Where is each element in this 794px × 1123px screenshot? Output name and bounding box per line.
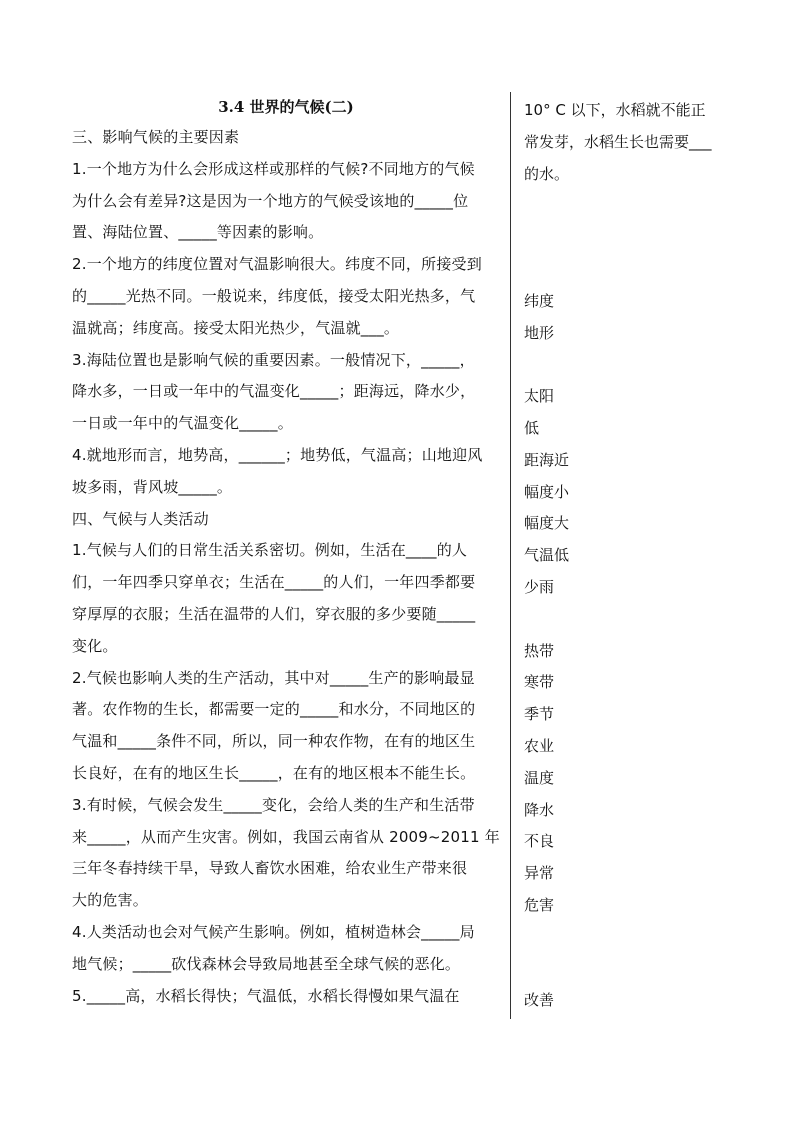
right-column (524, 95, 744, 1017)
text-line: 温就高；纬度高。接受太阳光热少，气温就___。 (72, 318, 400, 337)
text-line: 们，一年四季只穿单衣；生活在_____的人们，一年四季都要 (72, 573, 476, 592)
answer-line: 10° C 以下，水稻就不能正 (524, 101, 706, 119)
text-line: 2.气候也影响人类的生产活动，其中对_____生产的影响最显 (72, 668, 475, 687)
text-line: 坡多雨，背风坡_____。 (72, 477, 233, 496)
answer-line: 的水。 (524, 164, 570, 183)
answer-line: 地形 (524, 323, 555, 342)
answer-line: 降水 (524, 800, 555, 819)
text-line: 三、影响气候的主要因素 (72, 128, 240, 146)
answer-line (524, 922, 744, 954)
left-text-lines (72, 122, 500, 1012)
text-line: 为什么会有差异?这是因为一个地方的气候受该地的_____位 (72, 191, 469, 210)
text-line: 地气候；_____砍伐森林会导致局地甚至全球气候的恶化。 (72, 954, 461, 973)
answer-line: 幅度小 (524, 482, 570, 501)
answer-line: 异常 (524, 864, 555, 883)
text-line: 2.一个地方的纬度位置对气温影响很大。纬度不同，所接受到 (72, 255, 482, 274)
answer-line: 少雨 (524, 577, 555, 596)
text-line: 变化。 (72, 636, 118, 655)
answer-line (524, 954, 744, 986)
text-line: 4.就地形而言，地势高，______；地势低，气温高；山地迎风 (72, 445, 483, 464)
text-line: 降水多，一日或一年中的气温变化_____；距海远，降水少， (72, 382, 476, 401)
text-line: 穿厚厚的衣服；生活在温带的人们，穿衣服的多少要随_____ (72, 604, 476, 623)
column-divider (510, 92, 511, 1019)
answer-line (524, 254, 744, 286)
text-line: 著。农作物的生长，都需要一定的_____和水分，不同地区的 (72, 700, 476, 719)
text-line: 三年冬春持续干旱，导致人畜饮水困难，给农业生产带来很 (72, 859, 468, 878)
text-line: 大的危害。 (72, 891, 149, 910)
text-line: 一日或一年中的气温变化_____。 (72, 414, 293, 433)
answer-line: 距海近 (524, 450, 570, 469)
answer-line: 寒带 (524, 673, 555, 692)
text-line: 置、海陆位置、_____等因素的影响。 (72, 223, 324, 242)
text-line: 5._____高，水稻长得快；气温低，水稻长得慢如果气温在 (72, 986, 460, 1005)
answer-line: 不良 (524, 832, 555, 851)
answer-line: 气温低 (524, 546, 570, 565)
text-line: 气温和_____条件不同，所以，同一种农作物，在有的地区生 (72, 732, 476, 751)
text-line: 1.一个地方为什么会形成这样或那样的气候?不同地方的气候 (72, 159, 475, 178)
left-column (72, 92, 500, 1012)
answer-line: 幅度大 (524, 514, 570, 533)
text-line: 四、气候与人类活动 (72, 509, 209, 528)
answer-line (524, 349, 744, 381)
text-line: 来_____，从而产生灾害。例如，我国云南省从 2009~2011 年 (72, 827, 500, 846)
text-line: 3.有时候，气候会发生_____变化，会给人类的生产和生活带 (72, 795, 475, 814)
answer-line: 农业 (524, 736, 555, 755)
answer-line: 改善 (524, 991, 555, 1010)
answer-line: 危害 (524, 895, 555, 914)
text-line: 长良好，在有的地区生长_____，在有的地区根本不能生长。 (72, 763, 476, 782)
answer-line: 纬度 (524, 291, 555, 310)
text-line: 的_____光热不同。一般说来，纬度低，接受太阳光热多，气 (72, 286, 476, 305)
answer-line: 太阳 (524, 387, 555, 406)
page-title: 3.4 世界的气候(二) (218, 98, 354, 116)
answer-line (524, 222, 744, 254)
text-line: 4.人类活动也会对气候产生影响。例如，植树造林会_____局 (72, 922, 475, 941)
text-line: 3.海陆位置也是影响气候的重要因素。一般情况下，_____， (72, 350, 475, 369)
answer-lines (524, 95, 744, 1017)
answer-line (524, 604, 744, 636)
text-line: 1.气候与人们的日常生活关系密切。例如，生活在____的人 (72, 541, 468, 560)
answer-line: 温度 (524, 768, 555, 787)
answer-line: 常发芽，水稻生长也需要___ (524, 132, 712, 151)
answer-line: 热带 (524, 641, 555, 660)
answer-line: 低 (524, 418, 540, 437)
answer-line: 季节 (524, 705, 555, 724)
answer-line (524, 190, 744, 222)
